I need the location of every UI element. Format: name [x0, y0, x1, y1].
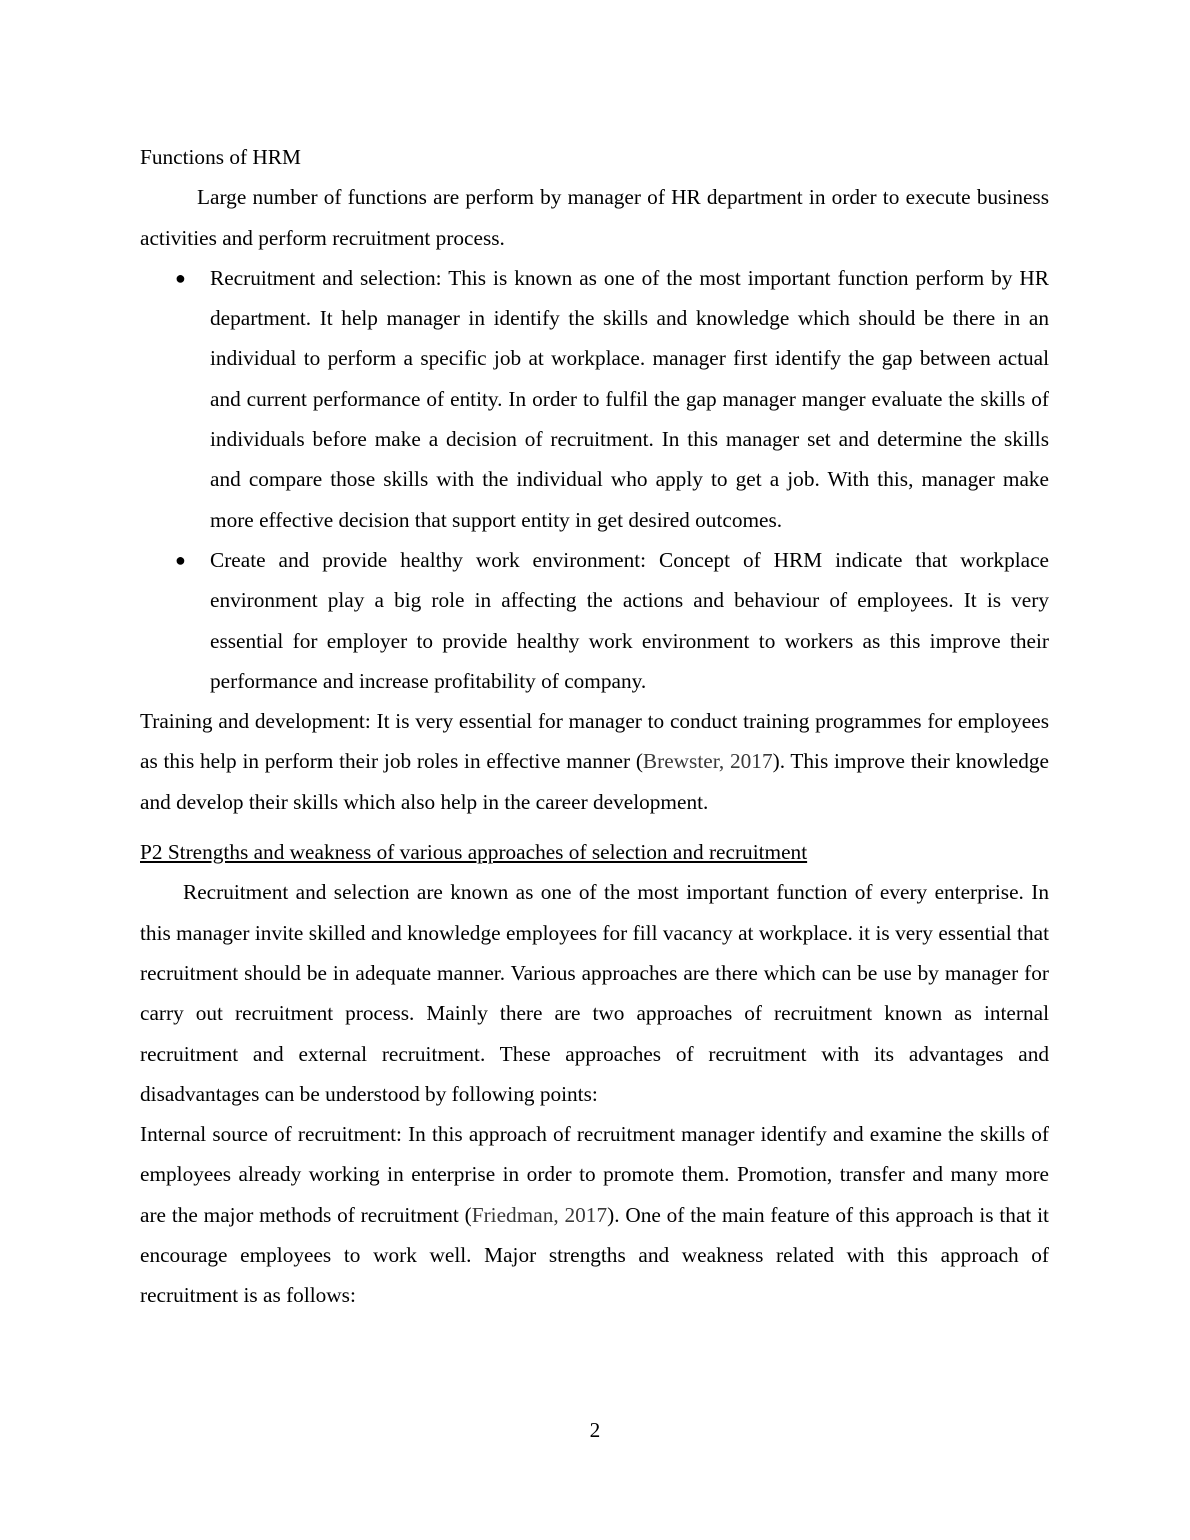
training-text-after: ). This improve their knowledge and develop their skills which also help in the career development.: [140, 749, 1049, 814]
section-title: P2 Strengths and weakness of various approaches of selection and recruitment: [140, 840, 808, 865]
list-item-text: Recruitment and selection: This is known as one of the most important function perform by HR department. It help manager in identify the skills and knowledge which should be there in an individual to perform a specific job at workplace. manager first identify the gap between actual and current performance of entity. In order to fulfil the gap manager manger evaluate the skills of individuals before make a decision of recruitment. In this manager set and determine the skills and compare those skills with the individual who apply to get a job. With this, manager make more effective decision that support entity in get desired outcomes.: [210, 265, 1049, 532]
internal-recruitment-paragraph: [140, 1114, 1049, 1315]
functions-list: [140, 258, 1049, 701]
intro-paragraph: Large number of functions are perform by manager of HR department in order to execute business activities and perform recruitment process.: [140, 185, 1049, 250]
internal-text-before: Internal source of recruitment: In this approach of recruitment manager identify and examine the skills of employees already working in enterprise in order to promote them. Promotion, transfer and many more are the major methods of recruitment (: [140, 1122, 1049, 1227]
list-item: [140, 258, 1049, 540]
citation: Friedman, 2017: [471, 1202, 608, 1227]
bullet-icon: ●: [175, 549, 186, 570]
section-intro-paragraph: Recruitment and selection are known as one of the most important function of every enterprise. In this manager invite skilled and knowledge employees for fill vacancy at workplace. it is very essential that recruitment should be in adequate manner. Various approaches are there which can be use by manager for carry out recruitment process. Mainly there are two approaches of recruitment known as internal recruitment and external recruitment. These approaches of recruitment with its advantages and disadvantages can be understood by following points:: [140, 880, 1049, 1106]
list-item-text: Create and provide healthy work environment: Concept of HRM indicate that workplace environment play a big role in affecting the actions and behaviour of employees. It is very essential for employer to provide healthy work environment to workers as this improve their performance and increase profitability of company.: [210, 547, 1049, 693]
page-number: 2: [589, 1418, 601, 1442]
training-paragraph: [140, 701, 1049, 822]
document-page: [140, 137, 1049, 1316]
citation: Brewster, 2017: [642, 749, 773, 774]
list-item: [140, 540, 1049, 701]
bullet-icon: ●: [175, 267, 186, 288]
section-heading: Functions of HRM: [140, 145, 301, 169]
internal-text-after: ). One of the main feature of this approach is that it encourage employees to work well. Major strengths and weakness related with this approach of recruitment is as follows:: [140, 1202, 1049, 1308]
training-text-before: Training and development: It is very essential for manager to conduct training programmes for employees as this help in perform their job roles in effective manner (: [140, 709, 1049, 774]
